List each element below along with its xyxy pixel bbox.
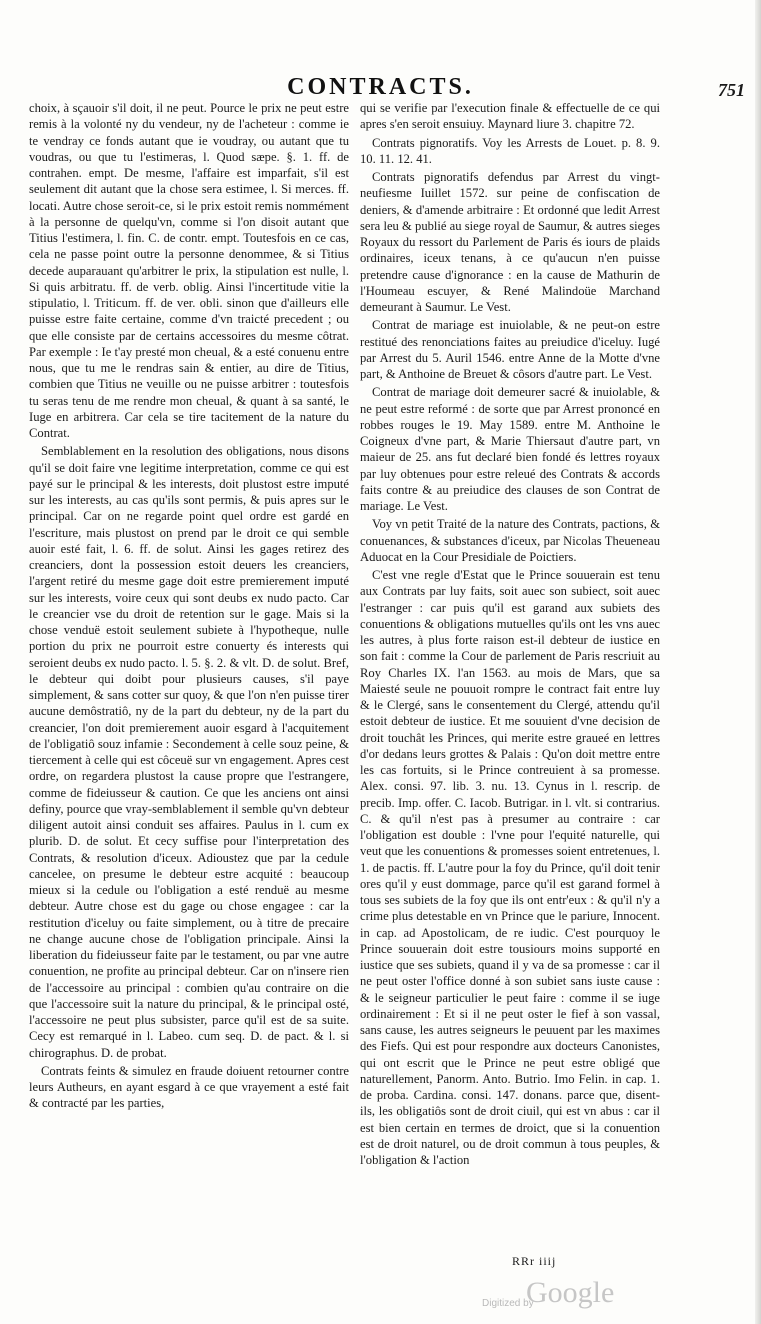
google-logo: Google (526, 1276, 615, 1309)
running-header-title: CONTRACTS. (287, 74, 474, 100)
paragraph: choix, à sçauoir s'il doit, il ne peut. Pource le prix ne peut estre remis à la volonté ny du vendeur, ny de l'acheteur : comme ie te vendray ce fonds autant que ie voudray, ou autant que tu voudras, ou que tu l'estimeras, l. Quod sæpe. §. 1. ff. de contrahen. empt. De mesme, l'affaire est imparfait, s'il est seulement dit autant que la chose sera estimee, l. Si merces. ff. locati. Autre chose seroit-ce, si le prix estoit remis nommément à la personne de quelqu'vn, comme si l'on disoit autant que Titius l'estimera, l. fin. C. de contr. empt. Toutesfois en ce cas, cela ne passe point outre la personne denommee, & si Titius decede auparauant qu'arbitrer le prix, la stipulation est nulle, l. Si quis arbitratu. ff. de verb. oblig. Ainsi l'incertitude vitie la stipulatio, l. Triticum. ff. de ver. obli. sinon que d'ailleurs elle puisse estre faite certaine, comme d'vn traicté precedent ; ou que elle consiste par de certains accessoires du mesme côtrat. Par exemple : Ie t'ay presté mon cheual, & a esté conuenu entre nous, que tu me le rendras sain & entier, au dire de Titius, combien que Titius ne veuille ou ne puisse arbitrer : toutesfois tu seras tenu de me rendre mon cheual, & quant à sa santé, le Iuge en arbitrera. Car cela se tire tacitement de la nature du Contrat. (29, 101, 349, 440)
watermark-prefix: Digitized by (482, 1298, 534, 1309)
paragraph: Semblablement en la resolution des obligations, nous disons qu'il se doit faire vne legitime interpretation, comme ce qui est payé sur le principal & les interests, doit plustost estre imputé sur les interests, au cas qu'ils sont permis, & puis apres sur le principal. Car on ne regarde point quel ordre est gardé en l'escriture, mais plustost on prend par le droit ce qui semble auoir esté fait, l. 6. ff. de solut. Ainsi les gages retirez des creanciers, dont la possession estoit deuers les creanciers, l'argent retiré du mesme gage doit estre premierement imputé sur les interests, voire ceux qui sont deubs ex nudo pacto. Car le creancier vse du droit de retention sur le gage. Mais si la chose venduë estoit seulement subiete à l'hypotheque, nulle portion du prix ne pourroit estre conuerty és interests qui seroient deubs ex nudo pacto. l. 5. §. 2. & vlt. D. de solut. Bref, le debteur qui doibt pour plusieurs causes, s'il paye simplement, & sans cotter sur quoy, & que l'on n'en puisse tirer aucune demôstratiô, ny de la part du debteur, ny de la part du creancier, l'on doit premierement auoir esgard à l'acquitement de l'obligatiô souz infamie : Secondement à celle souz peine, & tiercement à celle qui est côceuë sur vn engagement. Apres cest ordre, on regardera plustost la cause propre que l'estrangere, comme de fideiusseur & caution. Ce que les anciens ont ainsi definy, pource que vray-semblablement il semble qu'vn debteur diligent autoit ainsi conduit ses affaires. Paulus in l. cum ex plurib. D. de solut. Et cecy suffise pour l'interpretation des Contrats, & resolution d'iceux. Adioustez que par la cedule cancelee, on presume le debteur estre acquité : beaucoup mieux si la cedule ou l'obligation a esté renduë au mesme debteur. Autre chose est du gage ou chose engagee : car la restitution d'iceluy ou faite simplement, ou à titre de precaire ne change aucune chose de l'obligation principale. Ainsi la liberation du fideiusseur faite par le testament, ou par vne autre conuention, ne profite au principal debteur. Car on n'insere rien de l'accessoire au principal : combien qu'au contraire on die que l'accessoire suit la nature du principal, & le principal osté, l'accessoire ne peut plus subsister, parce qu'il est de sa suite. Cecy est remarqué in l. Labeo. cum seq. D. de pact. & l. si chirographus. D. de probat. (29, 444, 349, 1060)
signature-mark: RRr iiij (512, 1254, 557, 1268)
page-edge-shadow (755, 0, 761, 1324)
paragraph: Contrats pignoratifs defendus par Arrest du vingt-neufiesme Iuillet 1572. sur peine de confiscation de deniers, & d'amende arbitraire : Et ordonné que ledit Arrest sera leu & publié au siege royal de Saumur, & autres sieges Royaux du ressort du Parlement de Paris és iours de plaids ordinaires, iceux tenans, à ce qu'aucun n'en puisse pretendre cause d'ignorance : en la cause de Mathurin de l'Houmeau escuyer, & René Malindoüe Marchand demeurant à Saumur. Le Vest. (360, 170, 660, 314)
paragraph: qui se verifie par l'execution finale & effectuelle de ce qui apres s'en seroit ensuiuy. Maynard liure 3. chapitre 72. (360, 101, 660, 132)
paragraph: C'est vne regle d'Estat que le Prince souuerain est tenu aux Contrats par luy faits, soit auec son subiect, soit auec l'estranger : car puis qu'il est garand aux subiets des conuentions & obligations mutuelles qu'ils ont les vns auec les autres, à plus forte raison est-il debteur de iustice en son fait : comme la Cour de parlement de Paris rescriuit au Roy Charles IX. l'an 1563. au mois de Mars, que sa Maiesté seule ne pouuoit rompre le contract fait entre luy & le Clergé, sans le consentement du Clergé, attendu qu'il estoit debteur de iustice. Et me souuient d'vne decision de droit touchât les Princes, qui merite estre graueé en lettres d'or dedans leurs grottes & Palais : Qu'on doit mettre entre les cas fortuits, si le Prince contreuient à sa promesse. Alex. consi. 97. lib. 3. nu. 13. Cynus in l. rescrip. de precib. Imp. offer. C. Iacob. Butrigar. in l. vlt. si contrarius. C. & qu'il n'est pas à presumer au contraire : car l'obligation est double : l'vne pour l'equité naturelle, qui veut que les conuentions & promesses soient entretenues, l. 1. de pactis. ff. L'autre pour la foy du Prince, qu'il doit tenir ores qu'il y eust dommage, parce qu'il est garand formel à tous ses subiets de la foy que ils ont entr'eux : & qu'il n'y a crime plus detestable en vn Prince que le pariure, Innocent. in cap. ad Apostolicam, de re iudic. C'est pourquoy le Prince souuerain doit estre tousiours moins supporté en iustice que ses subiets, quand il y va de sa promesse : car il ne peut oster l'office donné à son subiet sans iuste cause : & le seigneur particulier le peut faire : comme il se iuge ordinairement : Et si il ne peut oster le fief à son vassal, sans cause, les autres seigneurs le peuuent par les maximes des Fiefs. Qui est pour respondre aux docteurs Canonistes, qui ont escrit que le Prince ne peut estre obligé que naturellement, Panorm. Anto. Butrio. Imo Felin. in cap. 1. de proba. Cardina. consi. 147. donans. parce que, disent-ils, les obligatiôs sont de droit ciuil, qui est vn abus : car il est bien certain en termes de droict, que si la conuention est de droit naturel, ou de droit commun à tous peuples, & l'obligation & l'action (360, 568, 660, 1167)
paragraph: Contrats feints & simulez en fraude doiuent retourner contre leurs Autheurs, en ayant esgard à ce que vrayement a esté fait & contracté par les parties, (29, 1063, 349, 1111)
paragraph: Contrat de mariage doit demeurer sacré & inuiolable, & ne peut estre reformé : de sorte que par Arrest prononcé en robbes rouges le 19. May 1589. entre M. Anthoine le Coigneux d'vne part, & Marie Thiersaut d'autre part, vn maieur de 25. ans fut declaré bien fondé és lettres royaux par luy obtenues pour estre releué des Contrats & accords faits contre & au preiudice des clauses de son Contrat de mariage. Le Vest. (360, 385, 660, 513)
page-number: 751 (718, 80, 745, 100)
right-text-column (360, 100, 660, 1168)
paragraph: Voy vn petit Traité de la nature des Contrats, pactions, & conuenances, & substances d'iceux, par Nicolas Theueneau Aduocat en la Cour Presidiale de Poictiers. (360, 517, 660, 564)
paragraph: Contrats pignoratifs. Voy les Arrests de Louet. p. 8. 9. 10. 11. 12. 41. (360, 135, 660, 166)
paragraph: Contrat de mariage est inuiolable, & ne peut-on estre restitué des renonciations faites au preiudice d'iceluy. Iugé par Arrest du 5. Auril 1546. entre Anne de la Motte d'vne part, & Anthoine de Breuet & côsors d'autre part. Le Vest. (360, 318, 660, 381)
left-text-column (29, 100, 349, 1112)
digitization-watermark (482, 1276, 642, 1316)
